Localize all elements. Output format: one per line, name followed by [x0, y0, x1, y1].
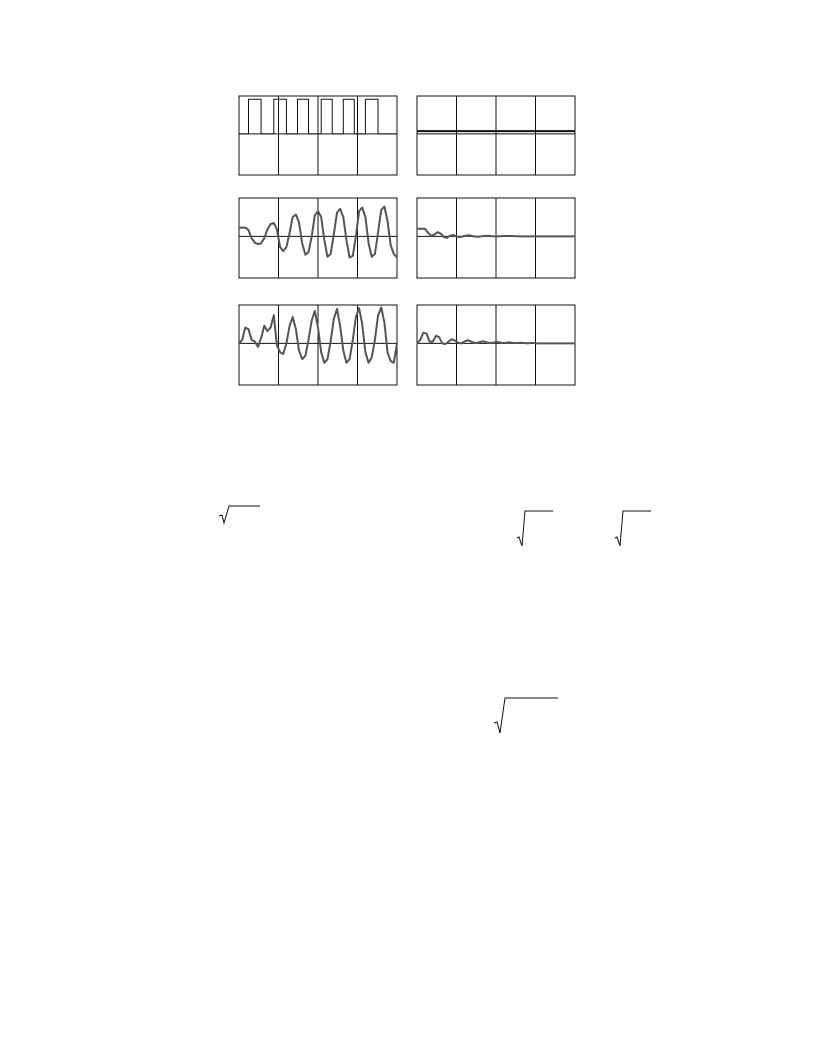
radical-sign-2: [515, 508, 555, 548]
radical-sign-1: [218, 504, 262, 526]
panel-bottom-left: [239, 305, 397, 385]
radical-sign-3: [613, 508, 653, 548]
panel-top-left: [239, 96, 397, 175]
panel-top-right: [417, 96, 575, 175]
panel-middle-left: [239, 198, 397, 278]
panel-middle-right: [417, 198, 575, 278]
panel-bottom-right: [417, 305, 575, 385]
radical-sign-4: [492, 695, 562, 737]
six-panel-figure: [0, 0, 816, 420]
